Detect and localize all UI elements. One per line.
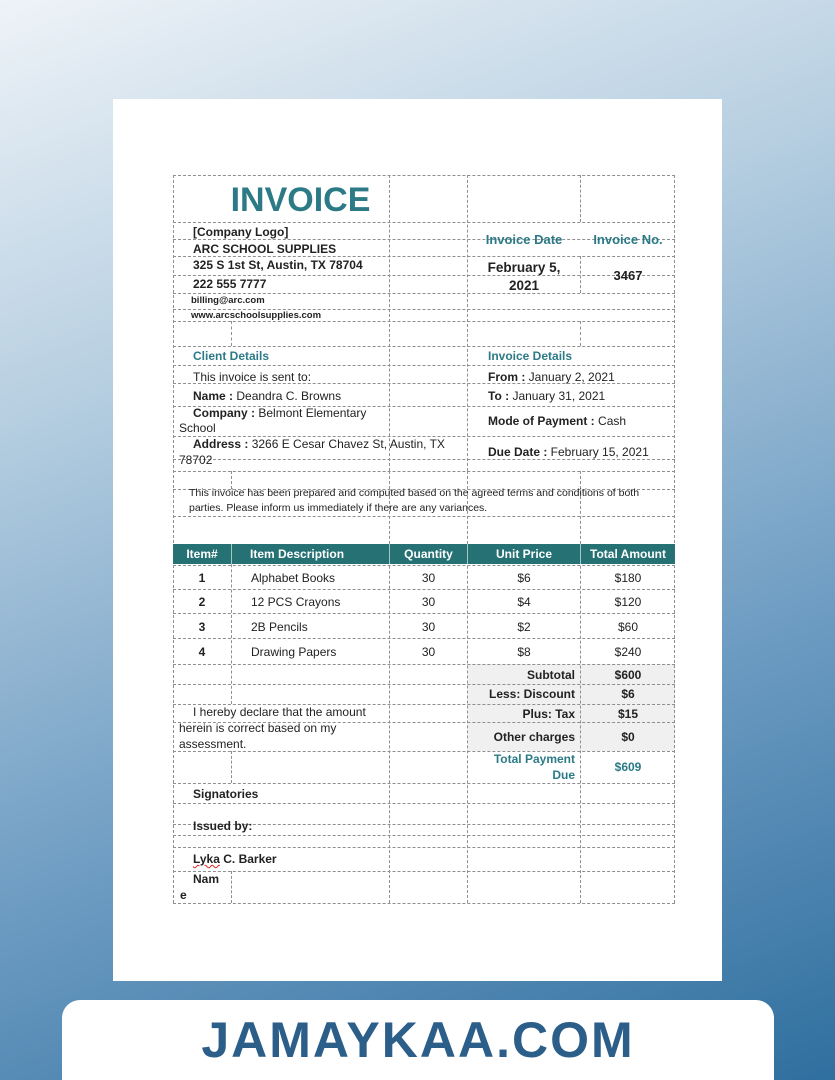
client-company-label: Company : xyxy=(193,406,256,420)
table-row-3-description: 2B Pencils xyxy=(251,620,308,634)
client-company-value: Belmont Elementary xyxy=(255,406,367,420)
details-from-label: From : xyxy=(488,370,526,384)
table-row-2-quantity: 30 xyxy=(421,595,436,609)
col-unit-price: Unit Price xyxy=(495,547,552,561)
details-from-row xyxy=(488,370,615,385)
details-from-value: January 2, 2021 xyxy=(525,370,615,384)
tax-label: Plus: Tax xyxy=(522,707,575,721)
table-row-4-unit-price: $8 xyxy=(517,645,531,659)
signer-name xyxy=(193,852,277,867)
table-row-3-unit-price: $2 xyxy=(517,620,531,634)
company-logo-placeholder: [Company Logo] xyxy=(193,225,289,239)
table-row-2-item: 2 xyxy=(198,595,206,609)
subtotal-value: $600 xyxy=(614,668,642,682)
details-mode-label: Mode of Payment : xyxy=(488,414,595,428)
tax-value: $15 xyxy=(617,707,639,721)
discount-value: $6 xyxy=(621,687,635,701)
details-to-label: To : xyxy=(488,389,510,403)
name-label: Nam xyxy=(193,872,220,886)
details-to-value: January 31, 2021 xyxy=(509,389,606,403)
client-address-value: 3266 E Cesar Chavez St, Austin, TX xyxy=(248,437,445,451)
company-email: billing@arc.com xyxy=(191,295,265,306)
client-address-label: Address : xyxy=(193,437,249,451)
table-row-3-quantity: 30 xyxy=(421,620,436,634)
items-table-header xyxy=(173,544,675,564)
table-row-3-item: 3 xyxy=(198,620,206,634)
total-due-label: Total Payment xyxy=(493,752,575,766)
signer-first-name: Lyka xyxy=(193,852,220,866)
table-row-2-description: 12 PCS Crayons xyxy=(251,595,341,609)
col-item-description: Item Description xyxy=(250,547,345,561)
company-website: www.arcschoolsupplies.com xyxy=(191,310,322,321)
client-address-row xyxy=(193,437,445,452)
client-address-value-cont: 78702 xyxy=(179,453,213,467)
table-row-4-description: Drawing Papers xyxy=(251,645,337,659)
invoice-notice-line1: This invoice has been prepared and computed based on the agreed terms and conditions of both xyxy=(189,487,640,499)
signatories-heading: Signatories xyxy=(193,787,259,801)
issued-by-label: Issued by: xyxy=(193,819,253,833)
company-name: ARC SCHOOL SUPPLIES xyxy=(193,242,337,256)
declaration-line2: herein is correct based on my xyxy=(179,721,337,735)
table-row-1-total: $180 xyxy=(614,571,642,585)
details-due-label: Due Date : xyxy=(488,445,548,459)
company-phone: 222 555 7777 xyxy=(193,277,267,291)
client-name-label: Name : xyxy=(193,389,234,403)
col-quantity: Quantity xyxy=(404,547,453,561)
invoice-notice-line2: parties. Please inform us immediately if there are any variances. xyxy=(189,502,488,514)
client-details-heading: Client Details xyxy=(193,349,270,363)
client-company-value-cont: School xyxy=(179,421,216,435)
invoice-details-heading: Invoice Details xyxy=(488,349,573,363)
details-due-row xyxy=(488,445,649,460)
watermark-text: JAMAYKAA.COM xyxy=(201,1012,635,1068)
table-row-1-description: Alphabet Books xyxy=(251,571,336,585)
client-company-row xyxy=(193,406,366,421)
table-row-2-unit-price: $4 xyxy=(517,595,531,609)
invoice-date-value: February 5, xyxy=(487,260,561,275)
table-row-1-item: 1 xyxy=(198,571,206,585)
invoice-number-label: Invoice No. xyxy=(593,232,663,247)
client-name-value: Deandra C. Browns xyxy=(233,389,342,403)
client-sent-to: This invoice is sent to: xyxy=(193,370,312,384)
subtotal-label: Subtotal xyxy=(527,668,575,682)
total-due-value: $609 xyxy=(614,760,642,774)
table-row-2-total: $120 xyxy=(614,595,642,609)
table-row-4-item: 4 xyxy=(198,645,206,659)
invoice-title: INVOICE xyxy=(230,181,371,219)
invoice-date-year: 2021 xyxy=(508,278,540,293)
details-to-row xyxy=(488,389,605,404)
table-row-3-total: $60 xyxy=(617,620,639,634)
invoice-number-value: 3467 xyxy=(613,268,643,283)
table-row-1-quantity: 30 xyxy=(421,571,436,585)
discount-label: Less: Discount xyxy=(488,687,575,701)
declaration-line3: assessment. xyxy=(179,737,247,751)
other-charges-value: $0 xyxy=(621,730,635,744)
client-name-row xyxy=(193,389,341,404)
details-due-value: February 15, 2021 xyxy=(547,445,649,459)
table-row-4-total: $240 xyxy=(614,645,642,659)
total-due-label-cont: Due xyxy=(552,768,575,782)
company-address: 325 S 1st St, Austin, TX 78704 xyxy=(193,258,363,272)
table-row-4-quantity: 30 xyxy=(421,645,436,659)
table-row-1-unit-price: $6 xyxy=(517,571,531,585)
col-item-number: Item# xyxy=(186,547,218,561)
declaration-line1: I hereby declare that the amount xyxy=(193,705,366,719)
other-charges-label: Other charges xyxy=(493,730,575,744)
details-mode-row xyxy=(488,414,626,429)
name-label-cont: e xyxy=(180,888,187,902)
signer-last-name: C. Barker xyxy=(219,852,277,866)
details-mode-value: Cash xyxy=(594,414,627,428)
invoice-date-label: Invoice Date xyxy=(485,232,563,247)
col-total-amount: Total Amount xyxy=(590,547,666,561)
